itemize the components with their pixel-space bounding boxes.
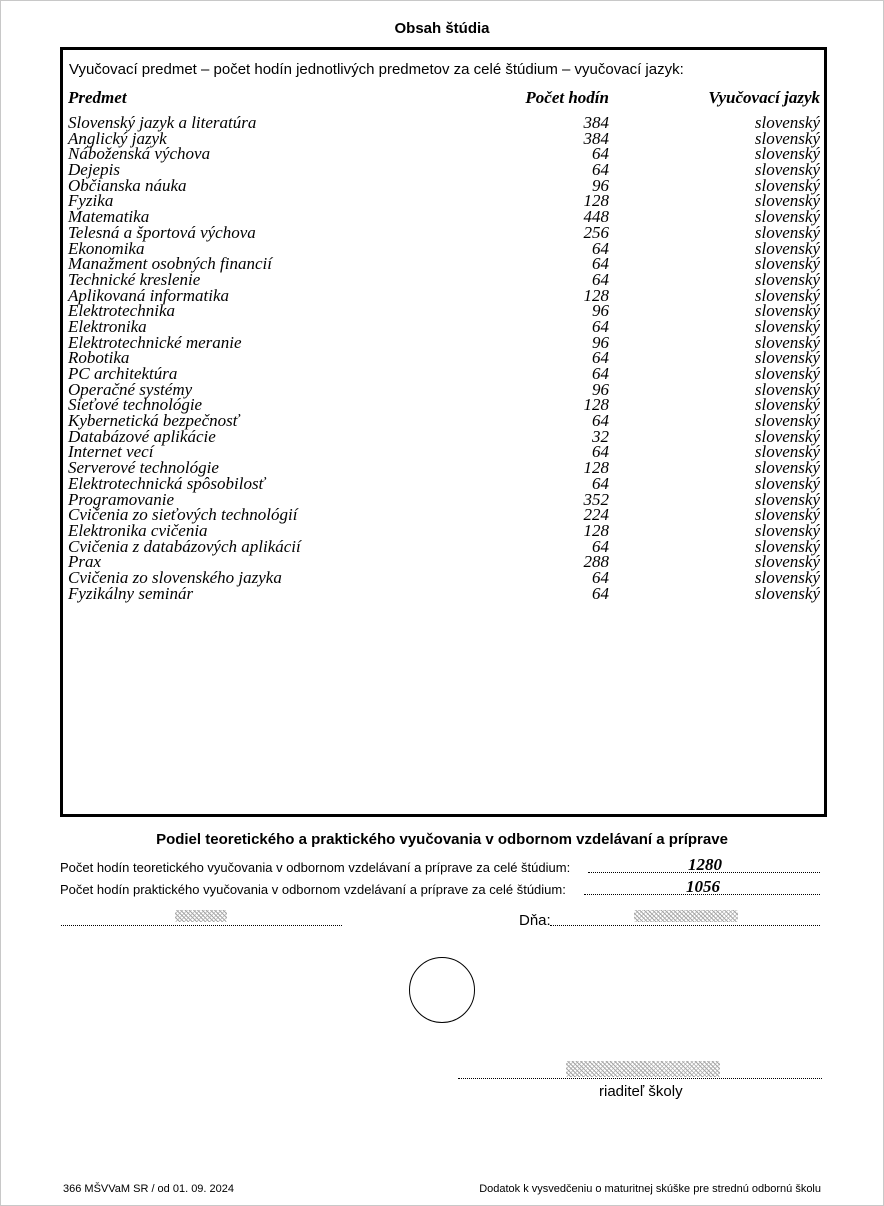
hours-cell: 128: [583, 285, 609, 305]
hours-cell: 64: [592, 473, 609, 493]
table-row: [63, 536, 824, 556]
language-cell: slovenský: [754, 583, 820, 603]
language-cell: slovenský: [754, 113, 820, 132]
hours-cell: 128: [583, 191, 609, 211]
table-row: [63, 332, 824, 352]
hours-cell: 64: [592, 536, 609, 556]
language-cell: slovenský: [754, 207, 820, 227]
stamp-circle: [409, 957, 475, 1023]
date-redacted: [634, 910, 738, 922]
hours-cell: 64: [592, 442, 609, 462]
subject-cell: Kybernetická bezpečnosť: [68, 411, 239, 431]
subject-cell: Cvičenia z databázových aplikácií: [68, 536, 301, 556]
language-cell: slovenský: [754, 395, 820, 415]
hours-cell: 448: [583, 207, 609, 227]
language-cell: slovenský: [754, 332, 820, 352]
table-row: [63, 303, 824, 319]
subject-cell: Elektronika cvičenia: [68, 520, 208, 540]
hours-cell: 64: [592, 269, 609, 289]
subject-cell: Sieťové technológie: [68, 395, 203, 415]
signature-dotted-line: [458, 1078, 822, 1079]
language-cell: slovenský: [754, 191, 820, 211]
subject-cell: Fyzikálny seminár: [68, 583, 194, 603]
table-intro: Vyučovací predmet – počet hodín jednotlivých predmetov za celé štúdium – vyučovací jazyk:: [69, 61, 684, 78]
subject-cell: Programovanie: [68, 489, 175, 509]
language-cell: slovenský: [754, 458, 820, 478]
date-dotted-line: [550, 925, 820, 926]
subject-cell: Ekonomika: [68, 238, 145, 258]
hours-cell: 128: [583, 520, 609, 540]
subject-cell: Internet vecí: [68, 442, 154, 462]
ratio-title: Podiel teoretického a praktického vyučovania v odbornom vzdelávaní a príprave: [156, 831, 728, 848]
table-row: [63, 583, 824, 603]
language-cell: slovenský: [754, 379, 820, 399]
language-cell: slovenský: [754, 473, 820, 493]
language-cell: slovenský: [754, 348, 820, 368]
table-row: [63, 175, 824, 195]
subject-cell: Slovenský jazyk a literatúra: [68, 113, 257, 132]
subject-cell: Robotika: [68, 348, 130, 368]
practice-hours-label: Počet hodín praktického vyučovania v odbornom vzdelávaní a príprave za celé štúdium:: [60, 882, 566, 897]
page-title: Obsah štúdia: [394, 20, 490, 37]
subjects-list: [63, 115, 824, 601]
hours-cell: 64: [592, 411, 609, 431]
hours-cell: 96: [592, 301, 609, 321]
language-cell: slovenský: [754, 254, 820, 274]
subject-cell: Cvičenia zo sieťových technológií: [68, 505, 298, 525]
language-cell: slovenský: [754, 269, 820, 289]
table-row: [63, 350, 824, 366]
language-cell: slovenský: [754, 442, 820, 462]
subject-cell: Anglický jazyk: [68, 128, 167, 148]
language-cell: slovenský: [754, 144, 820, 164]
subject-cell: Cvičenia zo slovenského jazyka: [68, 567, 282, 587]
subject-cell: Aplikovaná informatika: [68, 285, 230, 305]
language-cell: slovenský: [754, 426, 820, 446]
hours-cell: 96: [592, 332, 609, 352]
hours-cell: 96: [592, 379, 609, 399]
language-cell: slovenský: [754, 489, 820, 509]
footer-document-name: Dodatok k vysvedčeniu o maturitnej skúške pre strednú odbornú školu: [479, 1183, 821, 1195]
hours-cell: 64: [592, 316, 609, 336]
practice-hours-value: 1056: [686, 877, 720, 896]
subject-cell: Elektrotechnická spôsobilosť: [68, 473, 265, 493]
table-row: [63, 115, 824, 131]
table-row: [63, 222, 824, 242]
theory-hours-value: 1280: [688, 855, 722, 874]
language-cell: slovenský: [754, 128, 820, 148]
language-cell: slovenský: [754, 160, 820, 180]
hours-cell: 288: [583, 552, 609, 572]
language-cell: slovenský: [754, 285, 820, 305]
date-label: Dňa:: [519, 912, 551, 929]
header-subject: Predmet: [68, 88, 127, 107]
hours-cell: 224: [583, 505, 609, 525]
footer-form-code: 366 MŠVVaM SR / od 01. 09. 2024: [63, 1183, 235, 1195]
place-dotted-line: [61, 925, 342, 926]
hours-cell: 128: [583, 395, 609, 415]
subject-cell: Telesná a športová výchova: [68, 222, 256, 242]
hours-cell: 256: [583, 222, 609, 242]
subject-cell: Elektronika: [68, 316, 147, 336]
header-hours: Počet hodín: [525, 88, 609, 107]
subjects-box: [60, 47, 827, 817]
language-cell: slovenský: [754, 536, 820, 556]
hours-cell: 64: [592, 160, 609, 180]
hours-cell: 128: [583, 458, 609, 478]
subject-cell: Matematika: [68, 207, 150, 227]
hours-cell: 64: [592, 348, 609, 368]
language-cell: slovenský: [754, 364, 820, 383]
language-cell: slovenský: [754, 316, 820, 336]
hours-cell: 64: [592, 254, 609, 274]
hours-cell: 64: [592, 583, 609, 603]
subject-cell: Databázové aplikácie: [68, 426, 216, 446]
table-row: [63, 426, 824, 446]
subject-cell: Elektrotechnika: [68, 301, 175, 321]
subject-cell: Fyzika: [68, 191, 114, 211]
theory-hours-label: Počet hodín teoretického vyučovania v odbornom vzdelávaní a príprave za celé štúdium:: [60, 860, 571, 875]
language-cell: slovenský: [754, 505, 820, 525]
place-redacted: [175, 910, 227, 922]
language-cell: slovenský: [754, 175, 820, 195]
subject-cell: Dejepis: [68, 160, 120, 180]
hours-cell: 384: [583, 113, 609, 132]
language-cell: slovenský: [754, 222, 820, 242]
language-cell: slovenský: [754, 301, 820, 321]
subject-cell: Technické kreslenie: [68, 269, 201, 289]
subject-cell: Prax: [68, 552, 102, 572]
subject-cell: Elektrotechnické meranie: [68, 332, 242, 352]
subject-cell: Manažment osobných financií: [68, 254, 272, 274]
table-row: [63, 473, 824, 493]
signature-redacted: [566, 1061, 720, 1077]
table-row: [63, 285, 824, 305]
table-row: [63, 193, 824, 209]
hours-cell: 64: [592, 238, 609, 258]
hours-cell: 384: [583, 128, 609, 148]
language-cell: slovenský: [754, 552, 820, 572]
table-row: [63, 146, 824, 162]
hours-cell: 64: [592, 364, 609, 383]
hours-cell: 64: [592, 144, 609, 164]
subject-cell: Občianska náuka: [68, 175, 187, 195]
subject-cell: Operačné systémy: [68, 379, 193, 399]
subject-cell: Náboženská výchova: [68, 144, 211, 164]
director-label: riaditeľ školy: [599, 1083, 683, 1100]
language-cell: slovenský: [754, 567, 820, 587]
language-cell: slovenský: [754, 520, 820, 540]
language-cell: slovenský: [754, 238, 820, 258]
hours-cell: 32: [592, 426, 609, 446]
hours-cell: 352: [583, 489, 609, 509]
header-language: Vyučovací jazyk: [708, 88, 820, 107]
hours-cell: 64: [592, 567, 609, 587]
subject-cell: PC architektúra: [68, 364, 178, 383]
language-cell: slovenský: [754, 411, 820, 431]
hours-cell: 96: [592, 175, 609, 195]
subject-cell: Serverové technológie: [68, 458, 219, 478]
